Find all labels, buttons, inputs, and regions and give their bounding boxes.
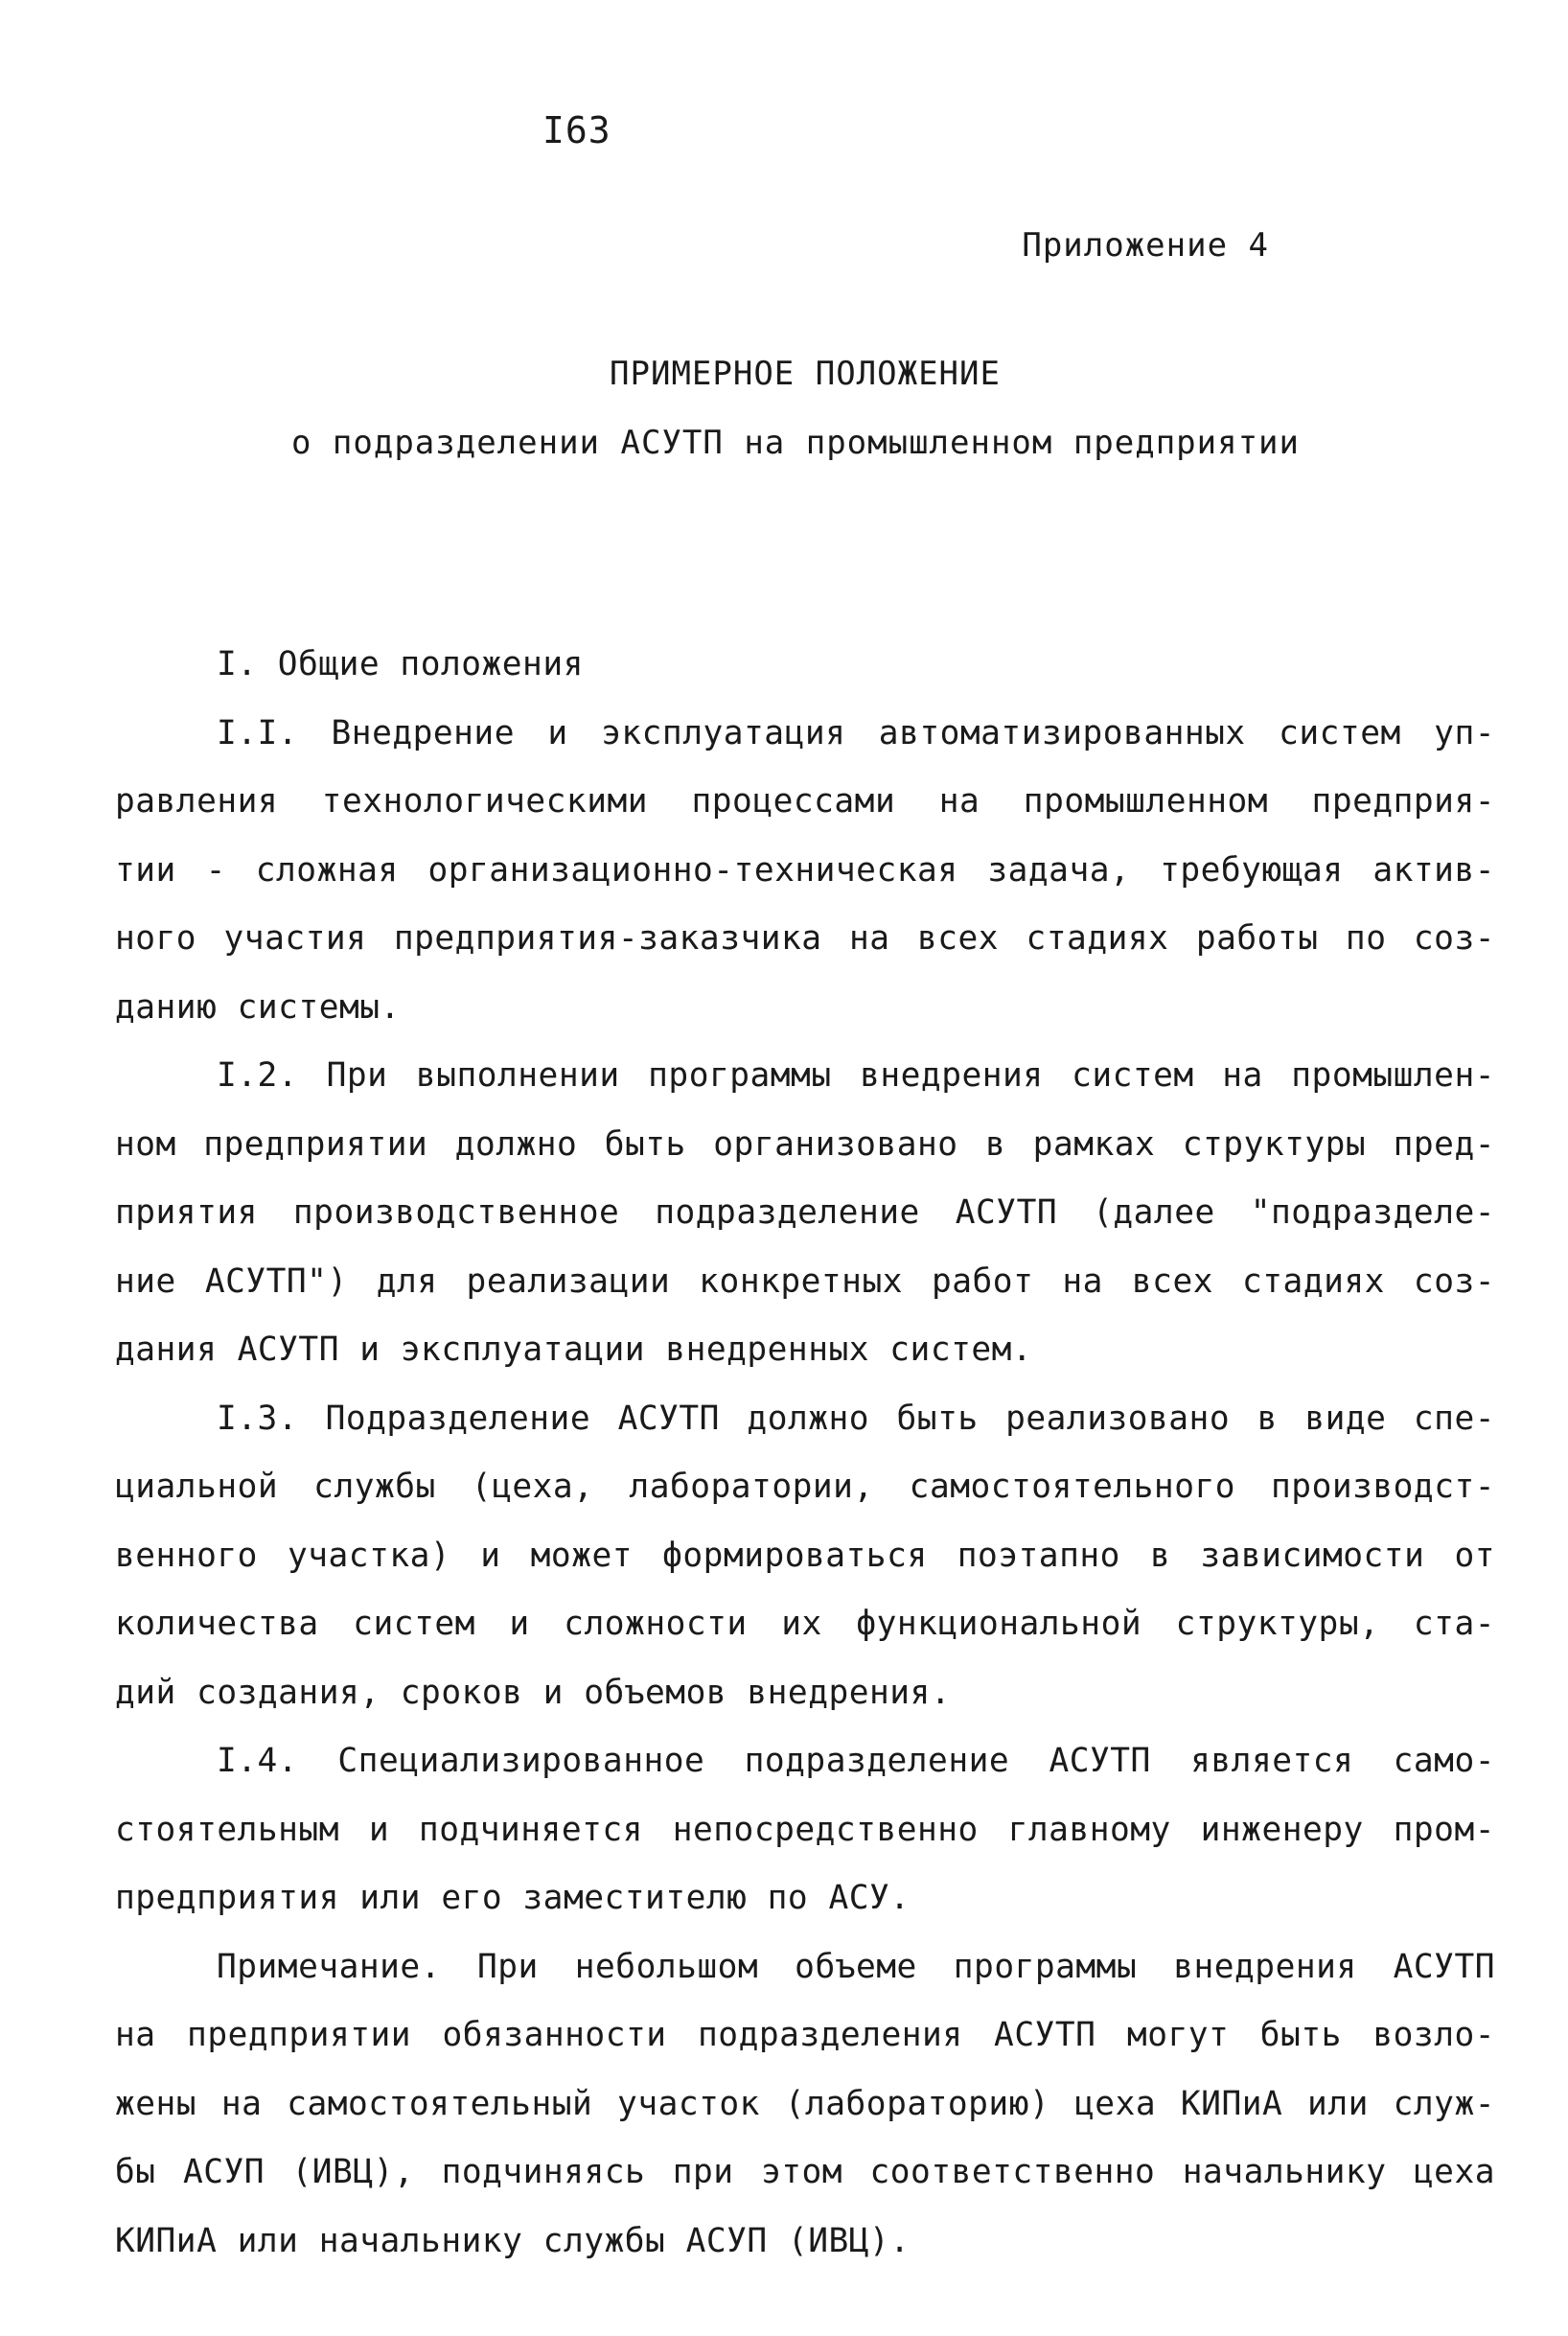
document-title: ПРИМЕРНОЕ ПОЛОЖЕНИЕ — [610, 355, 1001, 393]
paragraph-line: I.I. Внедрение и эксплуатация автоматизированных систем уп- — [217, 713, 1495, 752]
paragraph-line: равления технологическими процессами на промышленном предприя- — [115, 782, 1495, 821]
paragraph-line: приятия производственное подразделение АСУТП (далее "подразделе- — [115, 1193, 1495, 1232]
paragraph-line: Примечание. При небольшом объеме программы внедрения АСУТП — [217, 1947, 1495, 1986]
page-number: I63 — [542, 109, 611, 151]
appendix-label: Приложение 4 — [1022, 226, 1269, 265]
paragraph-line: ном предприятии должно быть организовано в рамках структуры пред- — [115, 1124, 1495, 1164]
paragraph-line: на предприятии обязанности подразделения АСУТП могут быть возло- — [115, 2016, 1495, 2054]
paragraph-line: I.3. Подразделение АСУТП должно быть реализовано в виде спе- — [217, 1399, 1495, 1438]
paragraph-1-2 — [115, 1042, 1495, 1385]
paragraph-line: дий создания, сроков и объемов внедрения. — [115, 1673, 952, 1712]
paragraph-line: стоятельным и подчиняется непосредственно главному инженеру пром- — [115, 1810, 1495, 1849]
paragraph-line: I.4. Специализированное подразделение АСУТП является само- — [217, 1742, 1495, 1780]
paragraph-line: предприятия или его заместителю по АСУ. — [115, 1879, 911, 1917]
paragraph-1-3 — [115, 1385, 1495, 1728]
note-paragraph — [115, 1933, 1495, 2277]
paragraph-1-4 — [115, 1727, 1495, 1933]
paragraph-line: КИПиА или начальнику службы АСУП (ИВЦ). — [115, 2221, 911, 2260]
paragraph-line: ного участия предприятия-заказчика на всех стадиях работы по соз- — [115, 919, 1495, 958]
paragraph-line: ние АСУТП") для реализации конкретных работ на всех стадиях соз- — [115, 1261, 1495, 1301]
paragraph-line: жены на самостоятельный участок (лабораторию) цеха КИПиА или служ- — [115, 2084, 1495, 2123]
paragraph-line: количества систем и сложности их функциональной структуры, ста- — [115, 1605, 1495, 1643]
section-heading: I. Общие положения — [217, 645, 584, 683]
paragraph-line: данию системы. — [115, 987, 401, 1027]
paragraph-line: I.2. При выполнении программы внедрения систем на промышлен- — [217, 1056, 1495, 1095]
paragraph-line: бы АСУП (ИВЦ), подчиняясь при этом соответственно начальнику цеха — [115, 2153, 1495, 2191]
paragraph-line: венного участка) и может формироваться поэтапно в зависимости от — [115, 1536, 1495, 1575]
document-subtitle: о подразделении АСУТП на промышленном предприятии — [290, 424, 1301, 462]
paragraph-line: дания АСУТП и эксплуатации внедренных систем. — [115, 1330, 1033, 1369]
paragraph-1-1 — [115, 700, 1495, 1043]
paragraph-line: циальной службы (цеха, лаборатории, самостоятельного производст- — [115, 1468, 1495, 1506]
paragraph-line: тии - сложная организационно-техническая задача, требующая актив- — [115, 850, 1495, 890]
document-body — [115, 631, 1495, 2276]
